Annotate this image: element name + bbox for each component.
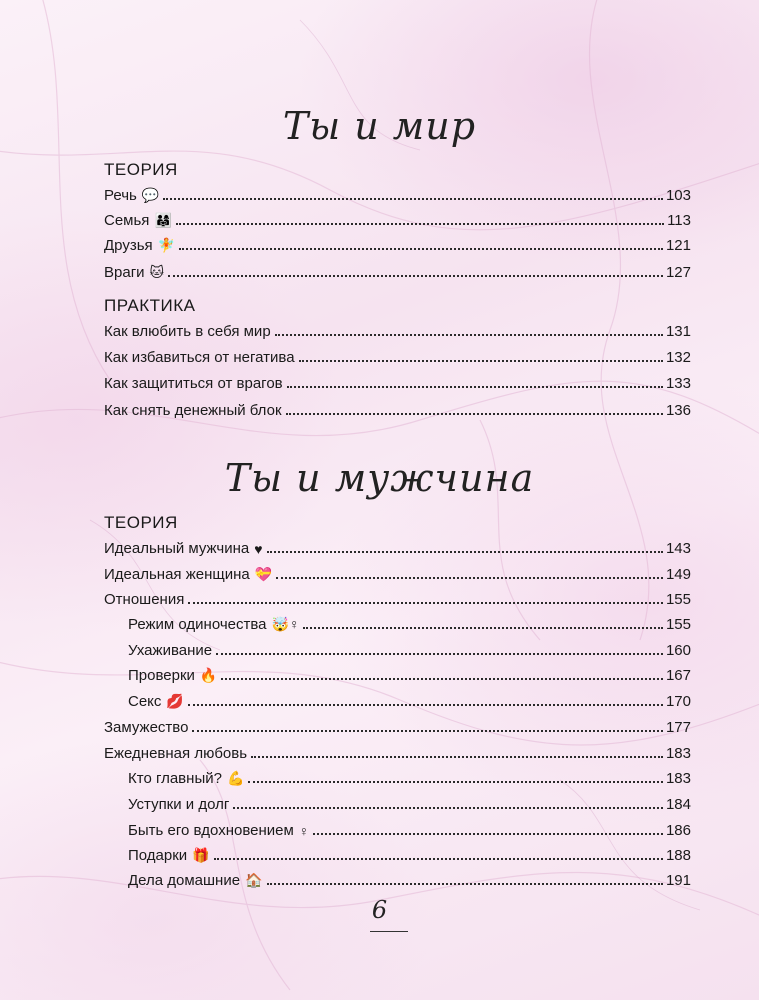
lips-icon: 💋: [166, 693, 184, 709]
toc-entry-page: 160: [665, 642, 691, 659]
fire-icon: 🔥: [199, 667, 218, 683]
toc-entry-page: 191: [665, 872, 691, 889]
page-number-underline: [370, 931, 408, 932]
toc-entry-page: 131: [665, 323, 691, 340]
dot-leader: [179, 246, 663, 250]
heading-practice: ПРАКТИКА: [104, 296, 196, 315]
toc-entry-page: 155: [665, 616, 691, 633]
toc-entry-label: Друзья: [104, 237, 153, 254]
toc-subentry[interactable]: [128, 817, 691, 839]
toc-entry[interactable]: [104, 397, 691, 419]
toc-entry-label: Быть его вдохновением: [128, 822, 294, 839]
toc-entry-label: Ежедневная любовь: [104, 745, 248, 762]
toc-entry-label: Идеальная женщина: [104, 566, 250, 583]
dot-leader: [216, 651, 663, 655]
toc-entry-label: Дела домашние: [128, 872, 241, 889]
dot-leader: [163, 196, 663, 200]
toc-entry-label: Режим одиночества: [128, 616, 267, 633]
dot-leader: [303, 625, 663, 629]
toc-entry[interactable]: [104, 182, 691, 204]
toc-subentry[interactable]: [128, 867, 691, 889]
toc-entry[interactable]: [104, 370, 691, 392]
toc-entry[interactable]: [104, 535, 691, 557]
toc-entry-label: Уступки и долг: [128, 796, 230, 813]
dot-leader: [267, 549, 663, 553]
heading-theory: ТЕОРИЯ: [104, 513, 178, 532]
toc-subentry[interactable]: [128, 662, 691, 684]
toc-entry-page: 184: [665, 796, 691, 813]
toc-entry-label: Замужество: [104, 719, 189, 736]
heart-gift-icon: 💝: [254, 566, 273, 582]
toc-entry-label: Как снять денежный блок: [104, 402, 282, 419]
speech-bubble-icon: 💬: [141, 187, 160, 203]
toc-subentry[interactable]: [128, 791, 691, 813]
toc-entry[interactable]: [104, 207, 691, 229]
dot-leader: [275, 332, 663, 336]
dot-leader: [233, 805, 663, 809]
gift-icon: 🎁: [192, 847, 210, 863]
toc-entry[interactable]: [104, 344, 691, 366]
toc-entry-label: Идеальный мужчина: [104, 540, 250, 557]
section-title-man: Ты и мужчина: [224, 456, 535, 500]
toc-entry-label: Враги: [104, 264, 145, 281]
toc-entry[interactable]: [104, 740, 691, 762]
dot-leader: [248, 779, 663, 783]
toc-entry-page: 132: [665, 349, 691, 366]
toc-entry-label: Как влюбить в себя мир: [104, 323, 271, 340]
toc-entry-page: 127: [665, 264, 691, 281]
dot-leader: [251, 754, 663, 758]
toc-entry-page: 188: [665, 847, 691, 864]
toc-subentry[interactable]: [128, 637, 691, 659]
toc-entry-label: Как избавиться от негатива: [104, 349, 295, 366]
toc-entry[interactable]: [104, 586, 691, 608]
toc-entry-page: 186: [665, 822, 691, 839]
toc-entry-page: 136: [665, 402, 691, 419]
page-number: 6: [371, 896, 388, 924]
toc-entry[interactable]: [104, 714, 691, 736]
toc-entry-label: Отношения: [104, 591, 185, 608]
toc-entry-label: Ухаживание: [128, 642, 213, 659]
toc-entry[interactable]: [104, 561, 691, 583]
family-icon: 👨‍👩‍👧: [154, 212, 172, 228]
dot-leader: [276, 575, 663, 579]
toc-subentry[interactable]: [128, 688, 691, 710]
toc-entry-page: 113: [667, 212, 691, 229]
dot-leader: [192, 728, 663, 732]
dot-leader: [299, 358, 663, 362]
toc-entry-label: Подарки: [128, 847, 188, 864]
toc-subentry[interactable]: [128, 842, 691, 864]
cat-icon: 🐱: [149, 264, 165, 280]
toc-entry-page: 155: [665, 591, 691, 608]
section-title-world: Ты и мир: [282, 104, 477, 148]
dot-leader: [287, 384, 663, 388]
female-sign-icon: ♀: [298, 823, 310, 839]
dot-leader: [313, 831, 663, 835]
toc-entry-label: Речь: [104, 187, 137, 204]
toc-entry-label: Секс: [128, 693, 162, 710]
toc-entry-label: Кто главный?: [128, 770, 222, 787]
face-female-icon: 🤯♀: [271, 616, 300, 632]
biceps-icon: 💪: [226, 770, 245, 786]
dot-leader: [267, 881, 663, 885]
dot-leader: [286, 411, 663, 415]
toc-entry-page: 183: [665, 770, 691, 787]
toc-entry[interactable]: [104, 259, 691, 281]
toc-entry-page: 103: [665, 187, 691, 204]
house-icon: 🏠: [245, 872, 263, 888]
dot-leader: [221, 676, 663, 680]
toc-entry-page: 183: [665, 745, 691, 762]
toc-entry-label: Как защититься от врагов: [104, 375, 283, 392]
toc-entry[interactable]: [104, 318, 691, 340]
dot-leader: [214, 856, 663, 860]
toc-entry-page: 167: [665, 667, 691, 684]
fairy-icon: 🧚: [157, 237, 176, 253]
toc-entry-page: 143: [665, 540, 691, 557]
dot-leader: [188, 600, 663, 604]
toc-subentry[interactable]: [128, 765, 691, 787]
toc-entry-page: 170: [665, 693, 691, 710]
toc-entry-page: 133: [665, 375, 691, 392]
toc-entry-page: 149: [665, 566, 691, 583]
dot-leader: [168, 273, 663, 277]
dot-leader: [188, 702, 663, 706]
toc-entry-label: Семья: [104, 212, 150, 229]
toc-entry-label: Проверки: [128, 667, 195, 684]
toc-entry[interactable]: [104, 232, 691, 254]
toc-subentry[interactable]: [128, 611, 691, 633]
heading-theory: ТЕОРИЯ: [104, 160, 178, 179]
heart-icon: ♥: [254, 541, 263, 557]
toc-entry-page: 121: [665, 237, 691, 254]
dot-leader: [176, 221, 664, 225]
toc-entry-page: 177: [665, 719, 691, 736]
